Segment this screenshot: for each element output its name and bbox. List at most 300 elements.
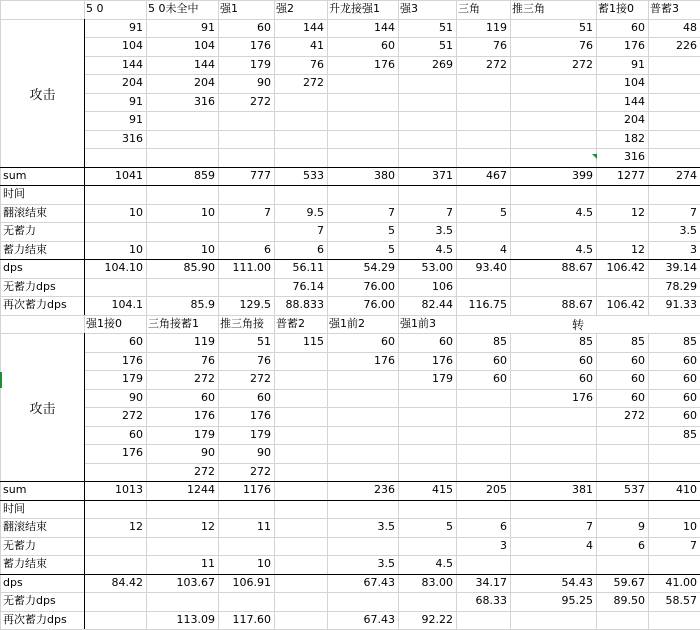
attack-cell[interactable]: 60 (257, 390, 271, 404)
data-cell[interactable]: 4 (500, 242, 507, 256)
column-header[interactable]: 普蓄3 (650, 2, 679, 15)
column-header[interactable]: 升龙接强1 (329, 2, 380, 15)
row-label[interactable]: dps (3, 261, 23, 274)
data-cell[interactable]: 12 (631, 205, 645, 219)
data-cell[interactable]: 1176 (243, 483, 271, 496)
data-cell[interactable] (274, 500, 327, 519)
data-cell[interactable]: 58.57 (665, 594, 697, 607)
column-header[interactable]: 强1前3 (400, 316, 436, 330)
data-cell[interactable]: 6 (317, 242, 324, 256)
attack-cell[interactable] (648, 111, 700, 130)
data-cell[interactable] (218, 185, 274, 204)
attack-cell[interactable] (327, 93, 398, 112)
data-cell[interactable]: 7 (446, 205, 453, 219)
attack-cell[interactable]: 179 (250, 57, 271, 71)
data-cell[interactable] (648, 555, 700, 574)
data-cell[interactable] (84, 611, 146, 630)
data-cell[interactable] (274, 518, 327, 537)
column-header[interactable]: 普蓄2 (276, 316, 305, 330)
data-cell[interactable]: 88.833 (285, 298, 324, 311)
attack-cell[interactable] (274, 148, 327, 167)
data-cell[interactable] (218, 278, 274, 297)
attack-cell[interactable] (456, 148, 510, 167)
data-cell[interactable] (398, 592, 456, 611)
data-cell[interactable]: 381 (572, 483, 593, 496)
data-cell[interactable]: 537 (624, 483, 645, 496)
attack-cell[interactable] (274, 111, 327, 130)
data-cell[interactable]: 54.43 (561, 575, 593, 589)
data-cell[interactable]: 3.5 (377, 557, 395, 570)
row-label[interactable]: 蓄力结束 (3, 557, 47, 570)
attack-cell[interactable]: 90 (201, 446, 215, 459)
attack-cell[interactable] (398, 74, 456, 93)
attack-cell[interactable] (274, 444, 327, 463)
attack-cell[interactable]: 60 (683, 353, 697, 367)
data-cell[interactable]: 116.75 (468, 298, 507, 311)
column-header[interactable]: 推三角接 (220, 316, 264, 330)
attack-cell[interactable]: 179 (250, 427, 271, 441)
data-cell[interactable]: 39.14 (665, 261, 697, 274)
data-cell[interactable] (84, 555, 146, 574)
attack-cell[interactable] (456, 407, 510, 426)
attack-cell[interactable]: 182 (624, 131, 645, 145)
attack-cell[interactable]: 60 (493, 353, 507, 367)
data-cell[interactable]: 415 (432, 483, 453, 496)
data-cell[interactable] (456, 611, 510, 630)
attack-cell[interactable]: 60 (257, 20, 271, 34)
attack-cell[interactable] (274, 352, 327, 371)
data-cell[interactable] (398, 500, 456, 519)
data-cell[interactable]: 10 (129, 205, 143, 219)
data-cell[interactable]: 7 (317, 224, 324, 237)
attack-cell[interactable]: 176 (572, 390, 593, 404)
attack-cell[interactable] (146, 148, 218, 167)
data-cell[interactable] (84, 500, 146, 519)
data-cell[interactable] (146, 500, 218, 519)
data-cell[interactable]: 106.42 (606, 261, 645, 274)
data-cell[interactable]: 67.43 (363, 575, 395, 589)
attack-cell[interactable]: 60 (683, 390, 697, 404)
attack-cell[interactable] (274, 130, 327, 149)
attack-cell[interactable]: 60 (381, 335, 395, 348)
data-cell[interactable] (456, 555, 510, 574)
row-label[interactable]: 时间 (3, 501, 25, 515)
attack-cell[interactable] (398, 93, 456, 112)
attack-cell[interactable]: 60 (683, 409, 697, 422)
attack-cell[interactable] (596, 463, 648, 482)
attack-cell[interactable] (648, 56, 700, 75)
data-cell[interactable]: 67.43 (363, 612, 395, 626)
data-cell[interactable]: 3.5 (377, 520, 395, 533)
data-cell[interactable] (398, 185, 456, 204)
attack-cell[interactable] (327, 370, 398, 389)
attack-cell[interactable] (327, 407, 398, 426)
attack-cell[interactable]: 176 (122, 353, 143, 367)
attack-cell[interactable]: 60 (129, 427, 143, 441)
data-cell[interactable]: 1244 (187, 483, 215, 496)
data-cell[interactable]: 85.9 (190, 298, 215, 311)
data-cell[interactable]: 10 (129, 242, 143, 256)
attack-cell[interactable]: 316 (624, 150, 645, 163)
attack-cell[interactable] (327, 74, 398, 93)
data-cell[interactable]: 76.00 (363, 298, 395, 311)
row-label[interactable]: 蓄力结束 (3, 242, 47, 256)
data-cell[interactable] (84, 537, 146, 556)
attack-cell[interactable] (510, 426, 596, 445)
data-cell[interactable]: 4.5 (435, 557, 453, 570)
attack-cell[interactable]: 91 (129, 113, 143, 126)
column-header[interactable]: 蓄1接0 (598, 2, 634, 15)
attack-cell[interactable] (510, 93, 596, 112)
attack-cell[interactable] (648, 130, 700, 149)
column-header[interactable]: 5 0未全中 (148, 2, 199, 15)
data-cell[interactable] (327, 537, 398, 556)
attack-cell[interactable] (398, 407, 456, 426)
row-label[interactable]: 再次蓄力dps (3, 298, 67, 311)
attack-cell[interactable] (456, 93, 510, 112)
data-cell[interactable]: 1277 (617, 168, 645, 182)
attack-cell[interactable]: 104 (194, 39, 215, 52)
attack-cell[interactable]: 60 (631, 390, 645, 404)
data-cell[interactable]: 95.25 (561, 594, 593, 607)
data-cell[interactable]: 11 (201, 557, 215, 570)
attack-cell[interactable]: 272 (122, 409, 143, 422)
data-cell[interactable]: 380 (374, 168, 395, 182)
attack-cell[interactable]: 316 (194, 94, 215, 108)
data-cell[interactable] (218, 592, 274, 611)
attack-cell[interactable] (84, 463, 146, 482)
data-cell[interactable] (84, 185, 146, 204)
attack-cell[interactable]: 85 (493, 335, 507, 348)
attack-cell[interactable]: 51 (439, 39, 453, 52)
attack-cell[interactable]: 272 (194, 372, 215, 385)
attack-cell[interactable]: 272 (194, 464, 215, 478)
data-cell[interactable] (456, 278, 510, 297)
attack-cell[interactable] (274, 407, 327, 426)
attack-cell[interactable]: 144 (374, 20, 395, 34)
data-cell[interactable] (274, 611, 327, 630)
data-cell[interactable]: 274 (676, 168, 697, 182)
attack-cell[interactable]: 144 (624, 94, 645, 108)
data-cell[interactable] (84, 592, 146, 611)
data-cell[interactable] (146, 592, 218, 611)
column-header[interactable]: 强3 (400, 2, 418, 15)
attack-cell[interactable] (218, 111, 274, 130)
data-cell[interactable]: 6 (500, 520, 507, 533)
attack-cell[interactable]: 272 (624, 409, 645, 422)
attack-cell[interactable]: 104 (122, 39, 143, 52)
attack-cell[interactable] (327, 444, 398, 463)
data-cell[interactable]: 7 (690, 538, 697, 552)
attack-cell[interactable] (218, 148, 274, 167)
attack-cell[interactable]: 90 (257, 76, 271, 89)
attack-cell[interactable]: 51 (579, 20, 593, 34)
data-cell[interactable] (510, 611, 596, 630)
attack-cell[interactable] (327, 426, 398, 445)
data-cell[interactable]: 82.44 (421, 298, 453, 311)
data-cell[interactable] (648, 185, 700, 204)
attack-cell[interactable] (510, 74, 596, 93)
attack-cell[interactable]: 51 (257, 335, 271, 348)
row-label[interactable]: 无蓄力dps (3, 279, 56, 293)
attack-cell[interactable]: 60 (381, 39, 395, 52)
data-cell[interactable] (274, 592, 327, 611)
attack-cell[interactable]: 272 (250, 464, 271, 478)
data-cell[interactable]: 83.00 (421, 575, 453, 589)
attack-cell[interactable] (648, 74, 700, 93)
attack-cell[interactable]: 60 (579, 353, 593, 367)
attack-cell[interactable]: 144 (303, 20, 324, 34)
data-cell[interactable] (274, 185, 327, 204)
attack-cell[interactable]: 90 (129, 390, 143, 404)
attack-cell[interactable]: 316 (122, 131, 143, 145)
data-cell[interactable]: 85.90 (183, 261, 215, 274)
attack-cell[interactable] (398, 389, 456, 408)
data-cell[interactable]: 5 (388, 224, 395, 237)
column-header[interactable]: 强1接0 (86, 316, 122, 330)
attack-cell[interactable] (398, 463, 456, 482)
attack-cell[interactable] (146, 111, 218, 130)
data-cell[interactable] (274, 537, 327, 556)
attack-cell[interactable] (456, 74, 510, 93)
row-label[interactable]: sum (3, 483, 27, 496)
attack-cell[interactable] (648, 463, 700, 482)
attack-cell[interactable] (274, 370, 327, 389)
merged-header[interactable]: 转 (457, 316, 699, 334)
attack-cell[interactable] (274, 93, 327, 112)
column-header[interactable]: 三角 (458, 2, 480, 15)
attack-cell[interactable]: 60 (579, 372, 593, 385)
attack-cell[interactable]: 60 (493, 372, 507, 385)
attack-cell[interactable]: 204 (122, 76, 143, 89)
attack-cell[interactable] (274, 463, 327, 482)
attack-cell[interactable] (456, 463, 510, 482)
attack-cell[interactable] (398, 426, 456, 445)
attack-cell[interactable]: 176 (624, 39, 645, 52)
data-cell[interactable]: 53.00 (421, 261, 453, 274)
attack-cell[interactable] (327, 463, 398, 482)
attack-cell[interactable]: 91 (201, 20, 215, 34)
attack-cell[interactable]: 91 (129, 20, 143, 34)
data-cell[interactable] (596, 185, 648, 204)
data-cell[interactable]: 371 (432, 168, 453, 182)
data-cell[interactable]: 10 (201, 242, 215, 256)
data-cell[interactable]: 103.67 (176, 575, 215, 589)
data-cell[interactable] (456, 185, 510, 204)
data-cell[interactable]: 89.50 (613, 594, 645, 607)
attack-cell[interactable] (510, 111, 596, 130)
data-cell[interactable]: 68.33 (475, 594, 507, 607)
data-cell[interactable]: 106 (432, 279, 453, 293)
data-cell[interactable]: 3 (500, 538, 507, 552)
attack-cell[interactable] (510, 130, 596, 149)
data-cell[interactable]: 5 (388, 242, 395, 256)
attack-cell[interactable] (648, 93, 700, 112)
attack-cell[interactable]: 269 (432, 57, 453, 71)
data-cell[interactable]: 93.40 (475, 261, 507, 274)
attack-cell[interactable]: 176 (194, 409, 215, 422)
data-cell[interactable] (218, 222, 274, 241)
attack-cell[interactable]: 76 (579, 39, 593, 52)
attack-cell[interactable] (327, 389, 398, 408)
attack-label[interactable]: 攻击 (1, 20, 84, 167)
data-cell[interactable] (146, 278, 218, 297)
attack-cell[interactable]: 85 (683, 335, 697, 348)
data-cell[interactable] (274, 481, 327, 500)
data-cell[interactable]: 10 (683, 520, 697, 533)
data-cell[interactable]: 467 (486, 168, 507, 182)
data-cell[interactable]: 129.5 (239, 298, 271, 311)
data-cell[interactable]: 399 (572, 168, 593, 182)
attack-cell[interactable]: 60 (201, 390, 215, 404)
data-cell[interactable]: 111.00 (232, 261, 271, 274)
attack-cell[interactable]: 179 (122, 372, 143, 385)
data-cell[interactable]: 91.33 (665, 298, 697, 311)
data-cell[interactable] (596, 555, 648, 574)
row-label[interactable]: 翻滚结束 (3, 520, 47, 533)
data-cell[interactable]: 59.67 (613, 575, 645, 589)
data-cell[interactable]: 1041 (115, 168, 143, 182)
attack-cell[interactable]: 91 (631, 57, 645, 71)
data-cell[interactable] (274, 555, 327, 574)
data-cell[interactable]: 12 (201, 520, 215, 533)
data-cell[interactable] (510, 185, 596, 204)
data-cell[interactable]: 5 (500, 205, 507, 219)
data-cell[interactable]: 104.1 (111, 298, 143, 311)
attack-label[interactable]: 攻击 (1, 334, 84, 481)
data-cell[interactable]: 9.5 (306, 205, 324, 219)
data-cell[interactable]: 1013 (115, 483, 143, 496)
data-cell[interactable]: 4 (586, 538, 593, 552)
data-cell[interactable]: 7 (586, 520, 593, 533)
column-header[interactable]: 推三角 (512, 2, 545, 15)
attack-cell[interactable]: 60 (439, 335, 453, 348)
attack-cell[interactable] (274, 426, 327, 445)
data-cell[interactable]: 7 (264, 205, 271, 219)
data-cell[interactable] (327, 592, 398, 611)
data-cell[interactable]: 6 (264, 242, 271, 256)
attack-cell[interactable]: 179 (194, 427, 215, 441)
data-cell[interactable] (596, 278, 648, 297)
data-cell[interactable] (84, 278, 146, 297)
row-label[interactable]: 翻滚结束 (3, 205, 47, 219)
data-cell[interactable]: 10 (257, 557, 271, 570)
attack-cell[interactable]: 51 (439, 20, 453, 34)
data-cell[interactable] (398, 537, 456, 556)
attack-cell[interactable] (648, 148, 700, 167)
attack-cell[interactable] (596, 444, 648, 463)
data-cell[interactable] (274, 574, 327, 593)
attack-cell[interactable] (398, 130, 456, 149)
data-cell[interactable] (596, 500, 648, 519)
data-cell[interactable]: 7 (388, 205, 395, 219)
row-label[interactable]: 无蓄力dps (3, 594, 56, 607)
attack-cell[interactable] (398, 148, 456, 167)
data-cell[interactable]: 4.5 (575, 205, 593, 219)
attack-cell[interactable]: 176 (250, 409, 271, 422)
data-cell[interactable]: 7 (690, 205, 697, 219)
data-cell[interactable] (510, 222, 596, 241)
attack-cell[interactable]: 60 (683, 372, 697, 385)
attack-cell[interactable]: 119 (486, 20, 507, 34)
attack-cell[interactable]: 119 (194, 335, 215, 348)
attack-cell[interactable]: 179 (432, 372, 453, 385)
attack-cell[interactable] (456, 444, 510, 463)
data-cell[interactable] (146, 537, 218, 556)
attack-cell[interactable]: 76 (493, 39, 507, 52)
data-cell[interactable] (510, 278, 596, 297)
attack-cell[interactable]: 104 (624, 76, 645, 89)
attack-cell[interactable]: 144 (122, 57, 143, 71)
attack-cell[interactable] (327, 111, 398, 130)
data-cell[interactable] (218, 537, 274, 556)
attack-cell[interactable] (274, 389, 327, 408)
data-cell[interactable]: 12 (631, 242, 645, 256)
data-cell[interactable] (456, 500, 510, 519)
data-cell[interactable] (596, 611, 648, 630)
data-cell[interactable] (146, 185, 218, 204)
column-header[interactable]: 三角接蓄1 (148, 316, 199, 330)
attack-cell[interactable] (456, 111, 510, 130)
data-cell[interactable]: 76.14 (292, 279, 324, 293)
attack-cell[interactable]: 272 (486, 57, 507, 71)
data-cell[interactable]: 106.91 (232, 575, 271, 589)
data-cell[interactable] (510, 555, 596, 574)
attack-cell[interactable] (218, 130, 274, 149)
attack-cell[interactable]: 48 (683, 20, 697, 34)
data-cell[interactable] (456, 222, 510, 241)
row-label[interactable]: dps (3, 575, 23, 589)
attack-cell[interactable]: 91 (129, 94, 143, 108)
data-cell[interactable]: 104.10 (104, 261, 143, 274)
data-cell[interactable]: 34.17 (475, 575, 507, 589)
data-cell[interactable]: 6 (638, 538, 645, 552)
column-header[interactable]: 强1前2 (329, 316, 365, 330)
attack-cell[interactable]: 176 (122, 446, 143, 459)
data-cell[interactable]: 54.29 (363, 261, 395, 274)
row-label[interactable]: 时间 (3, 187, 25, 200)
column-header[interactable]: 强2 (276, 2, 294, 15)
attack-cell[interactable]: 176 (374, 57, 395, 71)
attack-cell[interactable]: 272 (303, 76, 324, 89)
data-cell[interactable]: 236 (374, 483, 395, 496)
attack-cell[interactable] (648, 444, 700, 463)
data-cell[interactable]: 41.00 (665, 575, 697, 589)
data-cell[interactable] (648, 611, 700, 630)
data-cell[interactable]: 92.22 (421, 612, 453, 626)
attack-cell[interactable] (456, 426, 510, 445)
data-cell[interactable]: 56.11 (292, 261, 324, 274)
data-cell[interactable] (648, 500, 700, 519)
data-cell[interactable] (146, 222, 218, 241)
attack-cell[interactable]: 226 (676, 39, 697, 52)
attack-cell[interactable] (510, 463, 596, 482)
attack-cell[interactable]: 176 (250, 39, 271, 52)
column-header[interactable]: 5 0 (86, 2, 104, 15)
data-cell[interactable] (84, 222, 146, 241)
data-cell[interactable]: 5 (446, 520, 453, 533)
data-cell[interactable]: 3 (690, 242, 697, 256)
data-cell[interactable] (218, 500, 274, 519)
data-cell[interactable]: 12 (129, 520, 143, 533)
attack-cell[interactable] (146, 130, 218, 149)
data-cell[interactable]: 88.67 (561, 298, 593, 311)
attack-cell[interactable]: 85 (631, 335, 645, 348)
attack-cell[interactable] (456, 130, 510, 149)
attack-cell[interactable]: 144 (194, 57, 215, 71)
data-cell[interactable]: 3.5 (435, 224, 453, 237)
attack-cell[interactable] (456, 389, 510, 408)
